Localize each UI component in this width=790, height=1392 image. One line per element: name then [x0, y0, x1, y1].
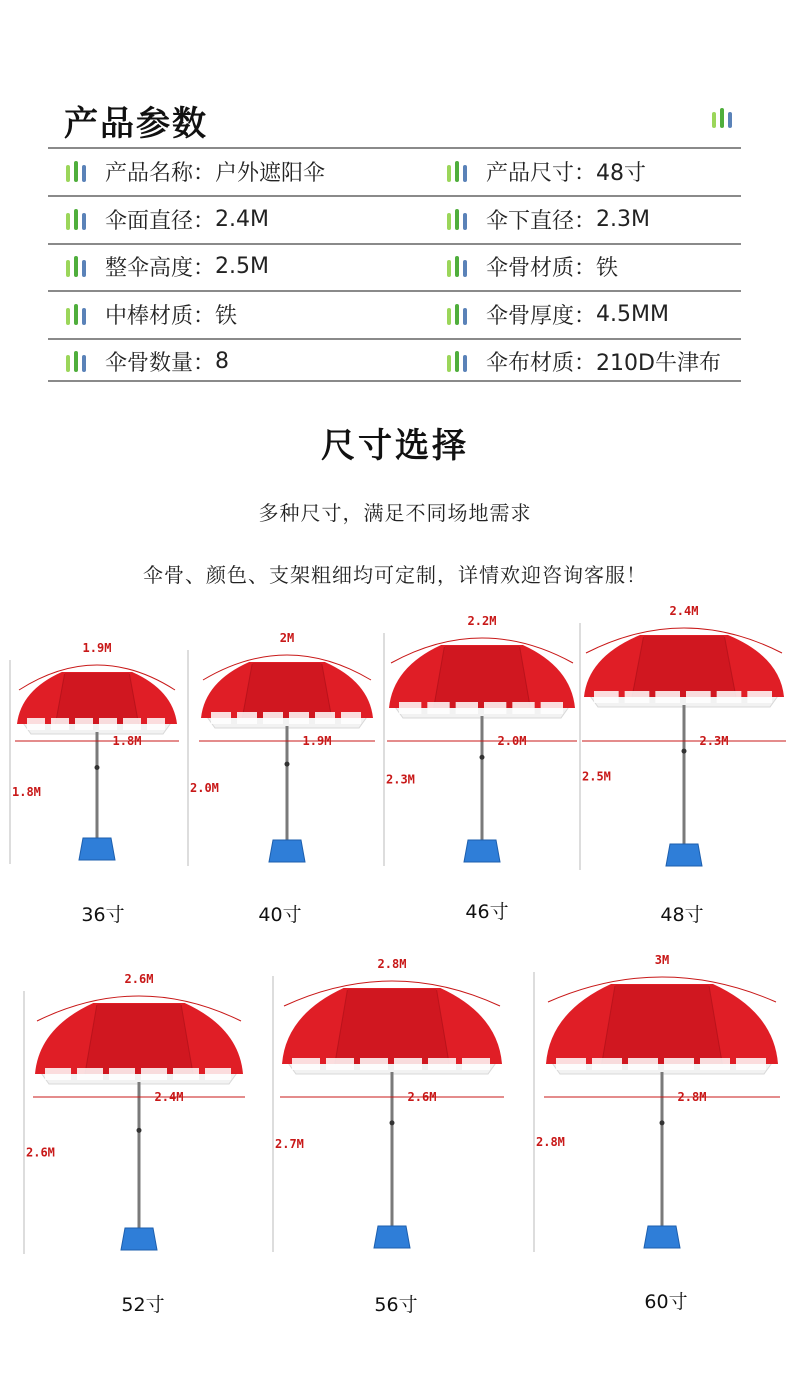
pole-joint	[390, 1120, 395, 1125]
canopy-valance	[655, 691, 680, 703]
umbrella-base	[121, 1228, 157, 1250]
canopy-panel	[242, 663, 331, 718]
canopy-valance	[428, 1058, 456, 1070]
canopy-valance	[594, 691, 619, 703]
canopy-valance	[147, 718, 165, 730]
param-value: 铁	[215, 303, 238, 329]
canopy-diameter-label: 2.6M	[124, 972, 154, 986]
param-value: 2.5M	[215, 253, 269, 279]
canopy-valance	[211, 712, 231, 724]
height-label: 1.8M	[12, 785, 41, 799]
canopy-valance	[736, 1058, 766, 1070]
umbrella-size-label: 36寸	[81, 904, 125, 926]
pole-joint	[682, 749, 687, 754]
canopy-valance	[664, 1058, 694, 1070]
canopy-valance	[456, 702, 478, 714]
umbrella-size-label: 48寸	[660, 904, 704, 926]
canopy-valance	[360, 1058, 388, 1070]
pole-joint	[480, 755, 485, 760]
canopy-valance	[75, 718, 93, 730]
span-diameter-label: 2.4M	[154, 1090, 184, 1104]
param-label: 产品尺寸：	[486, 160, 597, 186]
canopy-valance	[462, 1058, 490, 1070]
size-note: 伞骨、颜色、支架粗细均可定制，详情欢迎咨询客服！	[143, 563, 647, 587]
canopy-valance	[77, 1068, 103, 1080]
size-title: 尺寸选择	[321, 426, 469, 466]
canopy-valance	[686, 691, 711, 703]
height-label: 2.7M	[275, 1137, 304, 1151]
canopy-valance	[315, 712, 335, 724]
canopy-valance	[717, 691, 742, 703]
canopy-valance	[123, 718, 141, 730]
canopy-diameter-label: 2.8M	[377, 957, 407, 971]
canopy-diameter-label: 2M	[279, 631, 295, 645]
canopy-valance	[541, 702, 563, 714]
canopy-valance	[237, 712, 257, 724]
canopy-valance	[556, 1058, 586, 1070]
param-label: 整伞高度：	[105, 255, 216, 281]
span-diameter-label: 1.8M	[112, 734, 142, 748]
umbrella-size-label: 60寸	[644, 1291, 688, 1313]
canopy-valance	[399, 702, 421, 714]
canopy-valance	[326, 1058, 354, 1070]
canopy-valance	[99, 718, 117, 730]
umbrella-size-label: 40寸	[258, 904, 302, 926]
canopy-valance	[27, 718, 45, 730]
span-diameter-label: 1.9M	[302, 734, 332, 748]
canopy-valance	[289, 712, 309, 724]
height-label: 2.0M	[190, 781, 219, 795]
span-diameter-label: 2.6M	[407, 1090, 437, 1104]
param-label: 中棒材质：	[105, 303, 216, 329]
size-subtitle: 多种尺寸，满足不同场地需求	[258, 501, 532, 525]
umbrella-size-label: 56寸	[374, 1294, 418, 1316]
canopy-valance	[109, 1068, 135, 1080]
height-label: 2.3M	[386, 772, 415, 787]
pole-joint	[137, 1128, 142, 1133]
param-label: 产品名称：	[105, 160, 216, 186]
param-label: 伞骨厚度：	[486, 303, 597, 329]
param-value: 2.3M	[596, 206, 650, 232]
canopy-panel	[55, 673, 138, 724]
canopy-valance	[700, 1058, 730, 1070]
canopy-valance	[427, 702, 449, 714]
canopy-valance	[592, 1058, 622, 1070]
height-label: 2.6M	[26, 1145, 55, 1160]
canopy-valance	[141, 1068, 167, 1080]
canopy-panel	[602, 985, 723, 1064]
param-label: 伞骨材质：	[486, 255, 597, 281]
canopy-valance	[45, 1068, 71, 1080]
canopy-diameter-label: 2.4M	[669, 604, 699, 618]
param-label: 伞下直径：	[486, 208, 597, 234]
canopy-valance	[747, 691, 772, 703]
umbrella-base	[464, 840, 500, 862]
span-diameter-label: 2.8M	[677, 1090, 707, 1104]
canopy-valance	[292, 1058, 320, 1070]
canopy-valance	[173, 1068, 199, 1080]
canopy-panel	[434, 646, 531, 708]
canopy-valance	[628, 1058, 658, 1070]
canopy-panel	[632, 636, 736, 697]
umbrella-base	[644, 1226, 680, 1248]
umbrella-base	[666, 844, 702, 866]
param-value: 8	[215, 348, 230, 374]
param-label: 伞面直径：	[105, 208, 216, 234]
pole-joint	[660, 1120, 665, 1125]
canopy-valance	[263, 712, 283, 724]
umbrella-size-label: 52寸	[121, 1294, 165, 1316]
canopy-valance	[394, 1058, 422, 1070]
canopy-valance	[205, 1068, 231, 1080]
canopy-valance	[625, 691, 650, 703]
canopy-valance	[484, 702, 506, 714]
canopy-panel	[335, 989, 449, 1064]
pole-joint	[95, 765, 100, 770]
umbrella-size-label: 46寸	[465, 901, 509, 923]
param-value: 48寸	[596, 160, 647, 186]
canopy-valance	[512, 702, 534, 714]
param-value: 户外遮阳伞	[215, 160, 326, 186]
canopy-diameter-label: 3M	[654, 953, 670, 967]
param-value: 2.4M	[215, 206, 269, 232]
span-diameter-label: 2.0M	[497, 734, 527, 748]
params-title: 产品参数	[64, 104, 208, 144]
height-label: 2.5M	[582, 769, 611, 784]
span-diameter-label: 2.3M	[699, 734, 729, 748]
param-label: 伞骨数量：	[105, 350, 216, 376]
canopy-panel	[85, 1004, 193, 1074]
pole-joint	[285, 762, 290, 767]
param-value: 铁	[596, 255, 619, 281]
canopy-diameter-label: 2.2M	[467, 614, 497, 628]
umbrella-base	[374, 1226, 410, 1248]
param-label: 伞布材质：	[486, 350, 597, 376]
umbrella-base	[269, 840, 305, 862]
height-label: 2.8M	[536, 1135, 565, 1149]
canopy-valance	[51, 718, 69, 730]
canopy-valance	[341, 712, 361, 724]
param-value: 4.5MM	[596, 301, 669, 327]
umbrella-base	[79, 838, 115, 860]
canopy-diameter-label: 1.9M	[82, 641, 112, 655]
param-value: 210D牛津布	[596, 350, 721, 376]
